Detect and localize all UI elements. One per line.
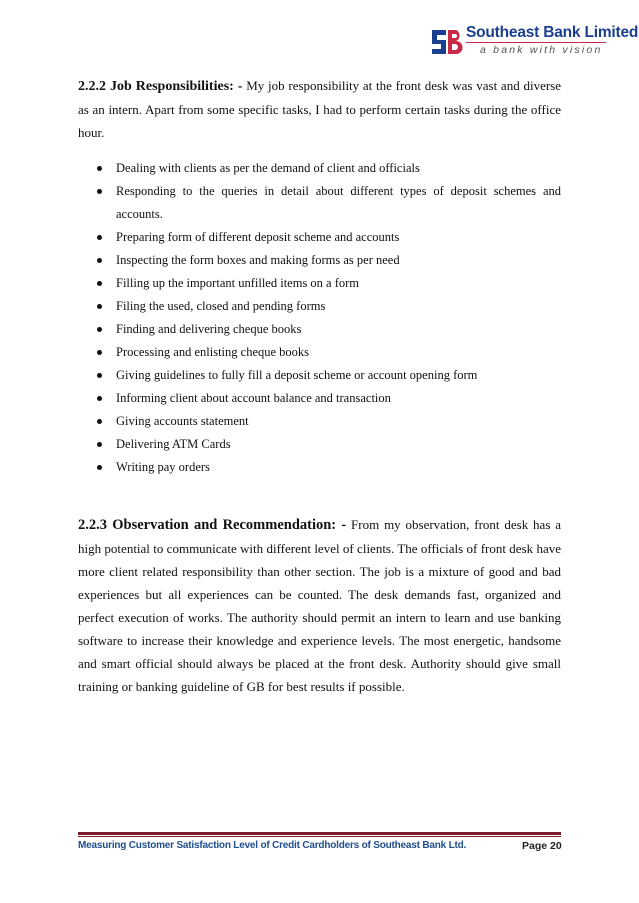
list-item-text: Giving accounts statement	[116, 414, 249, 428]
list-item-text: Delivering ATM Cards	[116, 437, 231, 451]
list-item	[78, 410, 561, 433]
list-item-text: Finding and delivering cheque books	[116, 322, 302, 336]
list-item	[78, 295, 561, 318]
list-item-text: Informing client about account balance and transaction	[116, 391, 391, 405]
logo-name: Southeast Bank Limited	[466, 24, 639, 41]
page-content	[78, 74, 561, 698]
list-item	[78, 272, 561, 295]
job-responsibilities-intro: My job responsibility at the front desk was vast and diverse as an intern. Apart from some specific tasks, I had to perform certain tasks during the office hour.	[78, 78, 561, 140]
bullet-icon	[97, 304, 102, 309]
logo-divider	[466, 42, 606, 43]
list-item	[78, 341, 561, 364]
bullet-icon	[97, 442, 102, 447]
list-item-text: Inspecting the form boxes and making forms as per need	[116, 253, 400, 267]
footer-divider-thick	[78, 832, 561, 835]
list-item-text: Processing and enlisting cheque books	[116, 345, 310, 359]
list-item	[78, 318, 561, 341]
list-item	[78, 364, 561, 387]
bullet-icon	[97, 373, 102, 378]
observation-heading: 2.2.3 Observation and Recommendation: -	[78, 517, 347, 533]
list-item	[78, 249, 561, 272]
bullet-icon	[97, 189, 102, 194]
list-item-text: Preparing form of different deposit scheme and accounts	[116, 230, 400, 244]
list-item-text: Dealing with clients as per the demand of client and officials	[116, 161, 420, 175]
logo-tagline: a bank with vision	[480, 44, 603, 56]
observation-body: From my observation, front desk has a high potential to communicate with different level of clients. The officials of front desk have more client related responsibility than other section. The job is a mixture of good and bad experiences but all experiences can be counted. The desk demands fast, organized and perfect execution of works. The authority should permit an intern to learn and use banking software to increase their knowledge and experience levels. The most energetic, handsome and smart official should always be placed at the front desk. Authority should give small training or banking guideline of GB for best results if possible.	[78, 517, 562, 694]
bullet-icon	[97, 258, 102, 263]
footer-document-title: Measuring Customer Satisfaction Level of Credit Cardholders of Southeast Bank Ltd.	[78, 840, 467, 851]
list-item	[78, 180, 561, 226]
bank-logo	[428, 22, 639, 64]
footer-divider-thin	[78, 836, 561, 837]
responsibilities-list	[78, 157, 561, 479]
list-item	[78, 226, 561, 249]
bullet-icon	[97, 235, 102, 240]
bullet-icon	[97, 166, 102, 171]
bullet-icon	[97, 465, 102, 470]
bullet-icon	[97, 419, 102, 424]
page-number: Page 20	[522, 840, 562, 852]
bullet-icon	[97, 281, 102, 286]
list-item-text: Filing the used, closed and pending forms	[116, 299, 326, 313]
observation-paragraph	[78, 513, 561, 698]
list-item-text: Giving guidelines to fully fill a deposit scheme or account opening form	[116, 368, 478, 382]
list-item-text: Writing pay orders	[116, 460, 210, 474]
list-item-text: Filling up the important unfilled items on a form	[116, 276, 360, 290]
list-item	[78, 456, 561, 479]
job-responsibilities-heading: 2.2.2 Job Responsibilities: -	[78, 79, 243, 94]
list-item	[78, 157, 561, 180]
bank-logo-icon	[428, 24, 464, 60]
bullet-icon	[97, 350, 102, 355]
bullet-icon	[97, 396, 102, 401]
bullet-icon	[97, 327, 102, 332]
list-item	[78, 433, 561, 456]
list-item	[78, 387, 561, 410]
list-item-text: Responding to the queries in detail about different types of deposit schemes and accounts.	[116, 184, 561, 221]
job-responsibilities-paragraph	[78, 74, 561, 144]
